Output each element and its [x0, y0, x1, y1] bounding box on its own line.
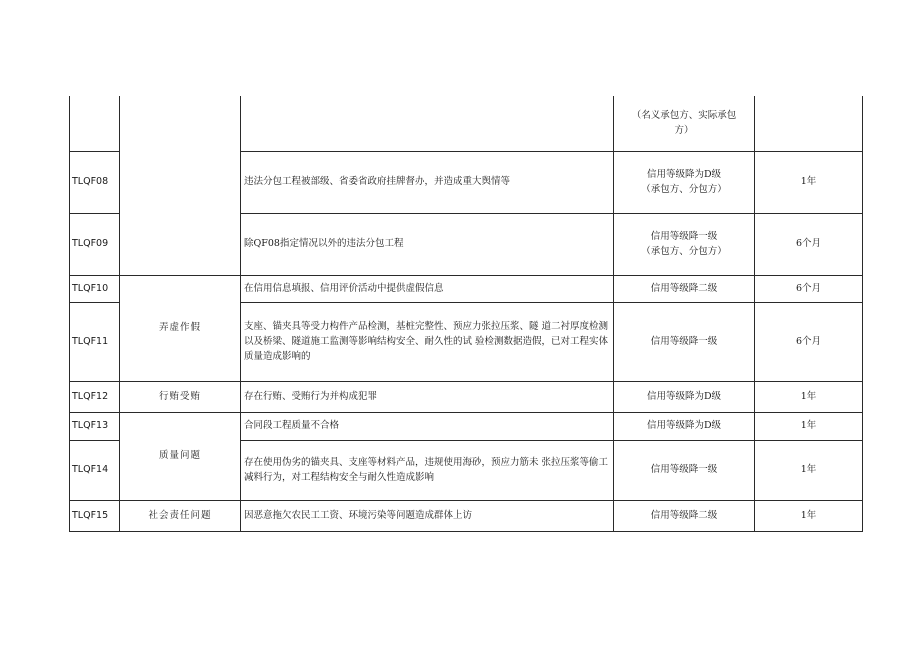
- table-row: [70, 96, 863, 151]
- code-cell: TLQF13: [70, 412, 120, 440]
- table-row: [70, 381, 863, 412]
- code-cell: TLQF08: [70, 151, 120, 213]
- penalty-line: 信用等级降为D级: [646, 390, 722, 402]
- table-row: [70, 500, 863, 531]
- penalty-cell: [614, 213, 755, 275]
- code-cell: TLQF09: [70, 213, 120, 275]
- duration-cell: 6个月: [755, 302, 863, 381]
- code-cell: [70, 96, 120, 151]
- penalty-line: （承包方、分包方）: [641, 246, 727, 257]
- category-cell: 质量问题: [120, 412, 241, 500]
- table-row: [70, 412, 863, 440]
- duration-cell: 1年: [755, 412, 863, 440]
- penalty-cell: [614, 302, 755, 381]
- duration-cell: 1年: [755, 500, 863, 531]
- duration-cell: 1年: [755, 440, 863, 500]
- description-cell: 除QF08指定情况以外的违法分包工程: [241, 213, 614, 275]
- description-cell: 违法分包工程被部级、省委省政府挂牌督办，并造成重大舆情等: [241, 151, 614, 213]
- category-cell: 行贿受贿: [120, 381, 241, 412]
- table-row: [70, 275, 863, 302]
- penalty-line: 信用等级降一级: [650, 230, 718, 242]
- code-cell: TLQF10: [70, 275, 120, 302]
- penalty-cell: [614, 96, 755, 151]
- description-cell: 支座、锚夹具等受力构件产品检测，基桩完整性、预应力张拉压浆、隧 道二衬厚度检测以及桥梁、隧道施工监测等影响结构安全、耐久性的试 验检测数据造假，已对工程实体质量造成影响的: [241, 302, 614, 381]
- penalty-cell: [614, 500, 755, 531]
- category-cell: [120, 96, 241, 275]
- penalty-line: 信用等级降二级: [650, 509, 718, 521]
- duration-cell: 1年: [755, 381, 863, 412]
- penalty-line: 信用等级降二级: [650, 282, 718, 294]
- code-cell: TLQF15: [70, 500, 120, 531]
- penalty-line: （承包方、分包方）: [641, 184, 727, 195]
- duration-cell: 6个月: [755, 275, 863, 302]
- penalty-line: （名义承包方、实际承包: [631, 110, 737, 122]
- penalty-cell: [614, 275, 755, 302]
- code-cell: TLQF14: [70, 440, 120, 500]
- penalty-line: 信用等级降为D级: [646, 420, 722, 432]
- duration-cell: 1年: [755, 151, 863, 213]
- penalty-line: 方）: [674, 125, 694, 137]
- penalty-cell: [614, 412, 755, 440]
- description-cell: 合同段工程质量不合格: [241, 412, 614, 440]
- code-cell: TLQF11: [70, 302, 120, 381]
- duration-cell: 6个月: [755, 213, 863, 275]
- category-cell: 社会责任问题: [120, 500, 241, 531]
- code-cell: TLQF12: [70, 381, 120, 412]
- penalty-cell: [614, 151, 755, 213]
- duration-cell: [755, 96, 863, 151]
- description-cell: 在信用信息填报、信用评价活动中提供虚假信息: [241, 275, 614, 302]
- penalty-line: 信用等级降为D级: [646, 168, 722, 180]
- penalty-line: 信用等级降一级: [650, 464, 718, 476]
- penalty-cell: [614, 381, 755, 412]
- description-cell: 存在行贿、受贿行为并构成犯罪: [241, 381, 614, 412]
- category-cell: 弄虚作假: [120, 275, 241, 381]
- credit-evaluation-table: [69, 96, 863, 532]
- penalty-cell: [614, 440, 755, 500]
- description-cell: 因恶意拖欠农民工工资、环境污染等问题造成群体上访: [241, 500, 614, 531]
- description-cell: 存在使用伪劣的锚夹具、支座等材料产品，违规使用海砂，预应力筋未 张拉压浆等偷工减料行为，对工程结构安全与耐久性造成影响: [241, 440, 614, 500]
- penalty-line: 信用等级降一级: [650, 335, 718, 347]
- description-cell: [241, 96, 614, 151]
